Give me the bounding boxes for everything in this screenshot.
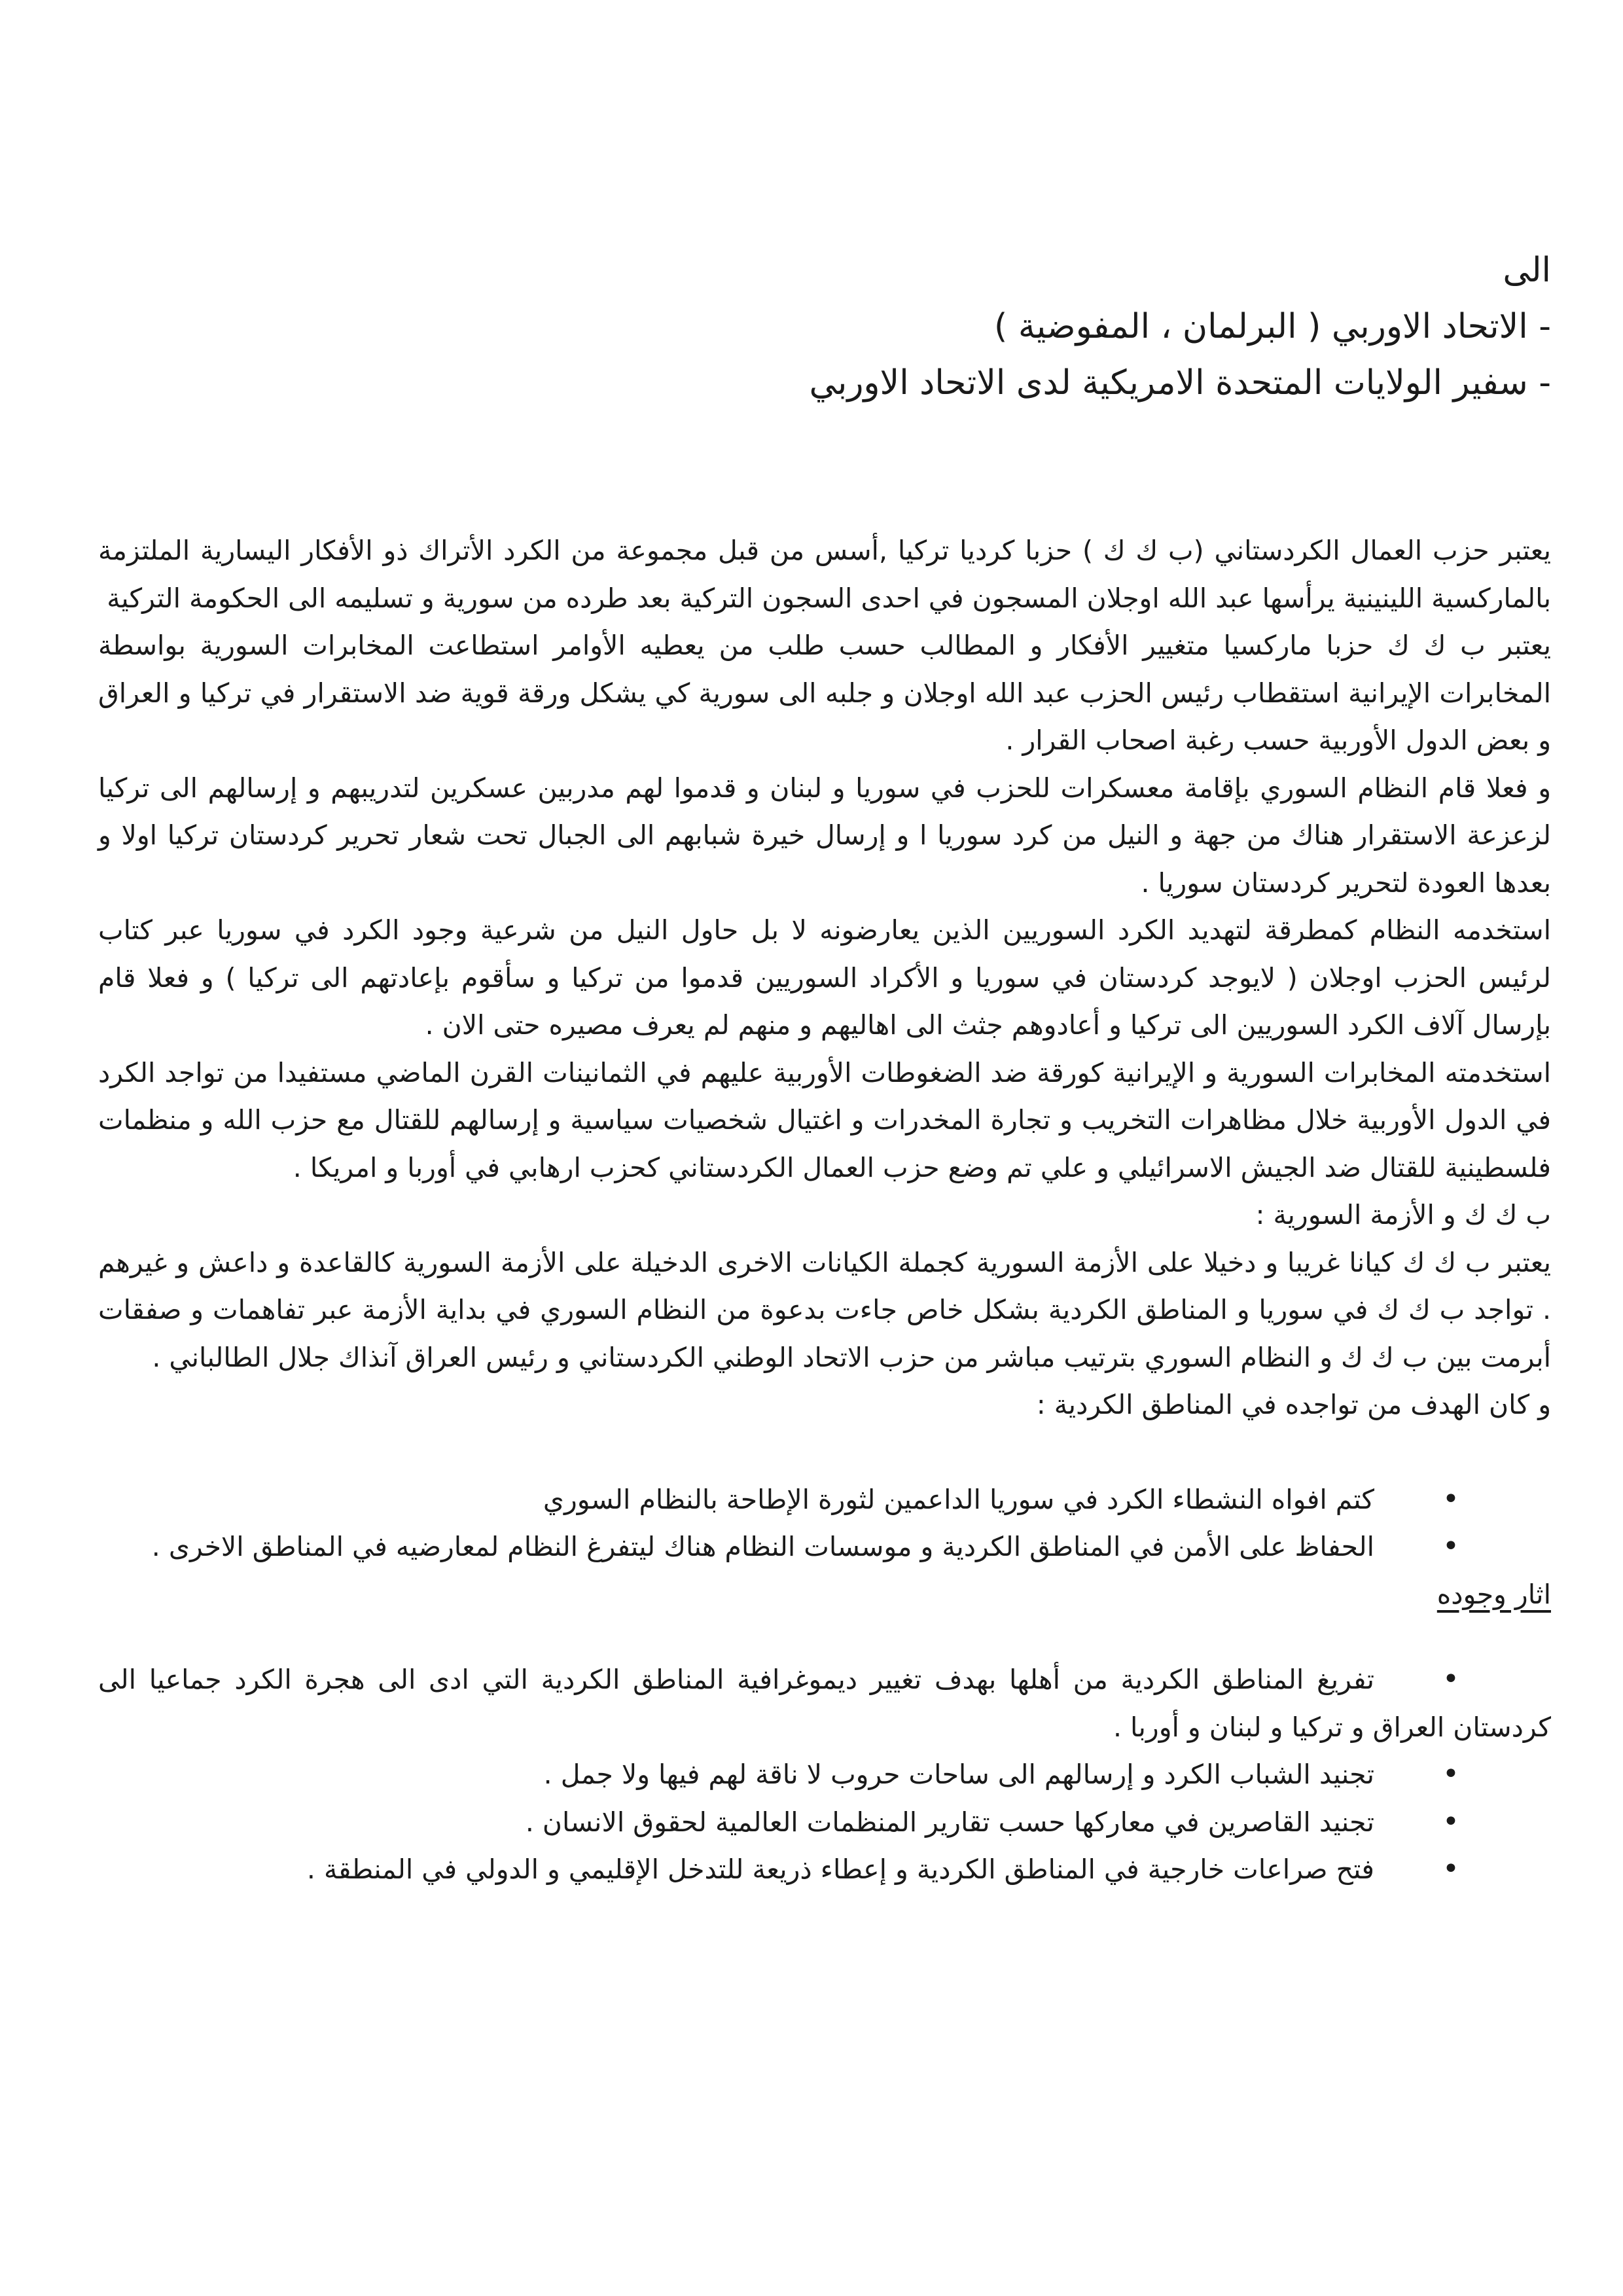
effects-list xyxy=(98,1656,1551,1893)
bullet-icon: • xyxy=(1442,1530,1459,1563)
effect-text: تفريغ المناطق الكردية من أهلها بهدف تغيير ديموغرافية المناطق الكردية التي ادى الى هجرة الكرد جماعيا الى كردستان العراق و تركيا و لبنان و أوربا . xyxy=(98,1664,1551,1743)
bullet-icon: • xyxy=(1442,1662,1459,1696)
effect-text: فتح صراعات خارجية في المناطق الكردية و إعطاء ذريعة للتدخل الإقليمي و الدولي في المنطقة . xyxy=(306,1854,1374,1885)
bullet-icon: • xyxy=(1442,1757,1459,1791)
effect-text: تجنيد القاصرين في معاركها حسب تقارير المنظمات العالمية لحقوق الانسان . xyxy=(525,1806,1374,1838)
list-item xyxy=(98,1523,1551,1571)
recipient-eu: - الاتحاد الاوربي ( البرلمان ، المفوضية ) xyxy=(994,307,1551,346)
list-item xyxy=(98,1476,1551,1524)
section-heading-effects: اثار وجوده xyxy=(1436,1578,1551,1610)
goal-text: كتم افواه النشطاء الكرد في سوريا الداعمين لثورة الإطاحة بالنظام السوري xyxy=(543,1483,1374,1515)
letter-recipients xyxy=(79,242,1551,411)
paragraph-pkk-marxist: يعتبر ب ك ك حزبا ماركسيا متغيير الأفكار و المطالب حسب طلب من يعطيه الأوامر استطاعت المخابرات السورية بواسطة المخابرات الإيرانية استقطاب رئيس الحزب عبد الله اوجلان و جلبه الى سورية كي يشكل ورقة قوية ضد الاستقرار في تركيا و العراق و بعض الدول الأوربية حسب رغبة اصحاب القرار . xyxy=(98,630,1551,756)
paragraph-foreign-entity: يعتبر ب ك ك كيانا غريبا و دخيلا على الأزمة السورية كجملة الكيانات الاخرى الدخيلة على الأزمة السورية كالقاعدة و داعش و غيرهم . تواجد ب ك ك في سوريا و المناطق الكردية بشكل خاص جاءت بدعوة من النظام السوري في بداية الأزمة عبر تفاهمات و صفقات أبرمت بين ب ك ك و النظام السوري بترتيب مباشر من حزب الاتحاد الوطني الكردستاني و رئيس العراق آنذاك جلال الطالباني . xyxy=(98,1246,1551,1373)
paragraph-goal-intro: و كان الهدف من تواجده في المناطق الكردية : xyxy=(1036,1389,1551,1420)
recipient-intro: الى xyxy=(1503,251,1551,290)
paragraph-pkk-intro: يعتبر حزب العمال الكردستاني (ب ك ك ) حزبا كرديا تركيا ,أسس من قبل مجموعة من الكرد الأتراك ذو الأفكار اليسارية الملتزمة بالماركسية اللينينية يرأسها عبد الله اوجلان المسجون في احدى السجون التركية بعد طرده من سورية و تسليمه الى الحكومة التركية xyxy=(98,535,1551,614)
list-item xyxy=(98,1846,1551,1893)
letter-body xyxy=(98,527,1551,1893)
recipient-us-ambassador: - سفير الولايات المتحدة الامريكية لدى الاتحاد الاوربي xyxy=(809,363,1551,403)
section-heading-syrian-crisis: ب ك ك و الأزمة السورية : xyxy=(1255,1199,1551,1230)
bullet-icon: • xyxy=(1442,1804,1459,1839)
bullet-icon: • xyxy=(1442,1852,1459,1886)
list-item xyxy=(98,1799,1551,1846)
list-item xyxy=(98,1751,1551,1799)
paragraph-camps: و فعلا قام النظام السوري بإقامة معسكرات للحزب في سوريا و لبنان و قدموا لهم مدربين عسكرين لتدريبهم و إرسالهم الى تركيا لزعزعة الاستقرار هناك من جهة و النيل من كرد سوريا ا و إرسال خيرة شبابهم الى الجبال تحت شعار تحرير كردستان تركيا اولا و بعدها العودة لتحرير كردستان سوريا . xyxy=(98,772,1551,899)
list-item xyxy=(98,1656,1551,1751)
goals-list xyxy=(98,1476,1551,1571)
goal-text: الحفاظ على الأمن في المناطق الكردية و موسسات النظام هناك ليتفرغ النظام لمعارضيه في المناطق الاخرى . xyxy=(151,1531,1374,1562)
paragraph-hammer: استخدمه النظام كمطرقة لتهديد الكرد السوريين الذين يعارضونه لا بل حاول النيل من شرعية وجود الكرد في سوريا عبر كتاب لرئيس الحزب اوجلان ( لايوجد كردستان في سوريا و الأكراد السوريين قدموا من تركيا و سأقوم بإعادتهم الى تركيا ) و فعلا قام بإرسال آلاف الكرد السوريين الى تركيا و أعادوهم جثث الى اهاليهم و منهم لم يعرف مصيره حتى الان . xyxy=(98,914,1551,1041)
paragraph-intelligence: استخدمته المخابرات السورية و الإيرانية كورقة ضد الضغوطات الأوربية عليهم في الثمانينات القرن الماضي مستفيدا من تواجد الكرد في الدول الأوربية خلال مظاهرات التخريب و تجارة المخدرات و اغتيال شخصيات سياسية و إرسالهم للقتال مع حزب الله و منظمات فلسطينية للقتال ضد الجيش الاسرائيلي و علي تم وضع حزب العمال الكردستاني كحزب ارهابي في أوربا و امريكا . xyxy=(98,1056,1551,1183)
effect-text: تجنيد الشباب الكرد و إرسالهم الى ساحات حروب لا ناقة لهم فيها ولا جمل . xyxy=(543,1759,1374,1790)
bullet-icon: • xyxy=(1442,1482,1459,1516)
